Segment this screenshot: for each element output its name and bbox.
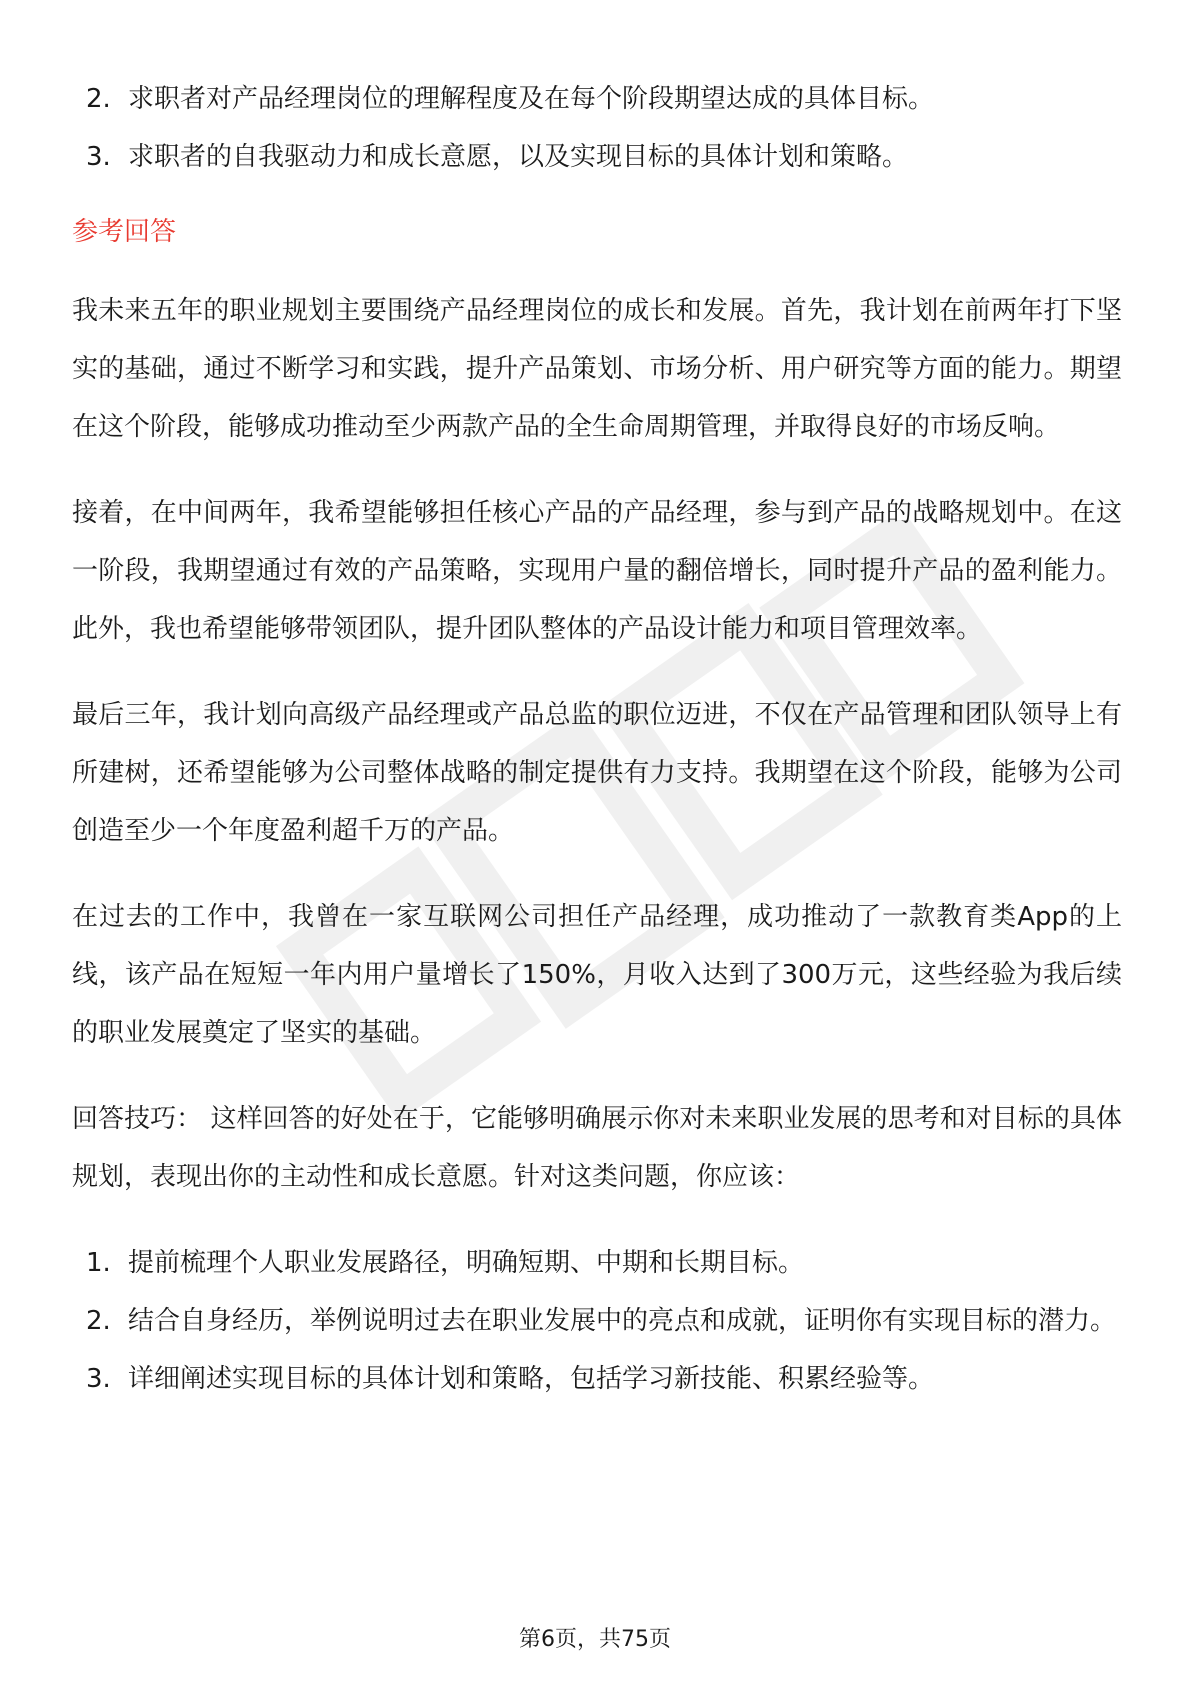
list-text: 详细阐述实现目标的具体计划和策略，包括学习新技能、积累经验等。 bbox=[128, 1364, 935, 1394]
list-text: 结合自身经历，举例说明过去在职业发展中的亮点和成就，证明你有实现目标的潜力。 bbox=[128, 1306, 1117, 1336]
criteria-list bbox=[72, 70, 1122, 186]
section-heading: 参考回答 bbox=[72, 217, 177, 247]
page-footer: 第6页，共75页 bbox=[519, 1627, 671, 1652]
paragraph: 我未来五年的职业规划主要围绕产品经理岗位的成长和发展。首先，我计划在前两年打下坚实的基础，通过不断学习和实践，提升产品策划、市场分析、用户研究等方面的能力。期望在这个阶段，能够成功推动至少两款产品的全生命周期管理，并取得良好的市场反响。 bbox=[72, 296, 1122, 442]
tips-paragraph: 回答技巧： 这样回答的好处在于，它能够明确展示你对未来职业发展的思考和对目标的具体规划，表现出你的主动性和成长意愿。针对这类问题，你应该： bbox=[72, 1104, 1122, 1192]
list-text: 求职者的自我驱动力和成长意愿，以及实现目标的具体计划和策略。 bbox=[128, 142, 909, 172]
list-item bbox=[72, 70, 1122, 128]
paragraph: 在过去的工作中，我曾在一家互联网公司担任产品经理，成功推动了一款教育类App的上线，该产品在短短一年内用户量增长了150%，月收入达到了300万元，这些经验为我后续的职业发展奠定了坚实的基础。 bbox=[72, 902, 1122, 1048]
list-number: 1. bbox=[86, 1248, 111, 1278]
list-text: 求职者对产品经理岗位的理解程度及在每个阶段期望达成的具体目标。 bbox=[128, 84, 935, 114]
paragraph: 接着，在中间两年，我希望能够担任核心产品的产品经理，参与到产品的战略规划中。在这一阶段，我期望通过有效的产品策略，实现用户量的翻倍增长，同时提升产品的盈利能力。此外，我也希望能够带领团队，提升团队整体的产品设计能力和项目管理效率。 bbox=[72, 498, 1122, 644]
document-page bbox=[72, 70, 1122, 1408]
tips-list bbox=[72, 1234, 1122, 1408]
list-text: 提前梳理个人职业发展路径，明确短期、中期和长期目标。 bbox=[128, 1248, 805, 1278]
list-number: 2. bbox=[86, 84, 111, 114]
paragraph: 最后三年，我计划向高级产品经理或产品总监的职位迈进，不仅在产品管理和团队领导上有所建树，还希望能够为公司整体战略的制定提供有力支持。我期望在这个阶段，能够为公司创造至少一个年度盈利超千万的产品。 bbox=[72, 700, 1122, 846]
list-item bbox=[72, 128, 1122, 186]
list-number: 2. bbox=[86, 1306, 111, 1336]
list-item bbox=[72, 1292, 1122, 1350]
list-item bbox=[72, 1350, 1122, 1408]
list-number: 3. bbox=[86, 1364, 111, 1394]
list-item bbox=[72, 1234, 1122, 1292]
list-number: 3. bbox=[86, 142, 111, 172]
